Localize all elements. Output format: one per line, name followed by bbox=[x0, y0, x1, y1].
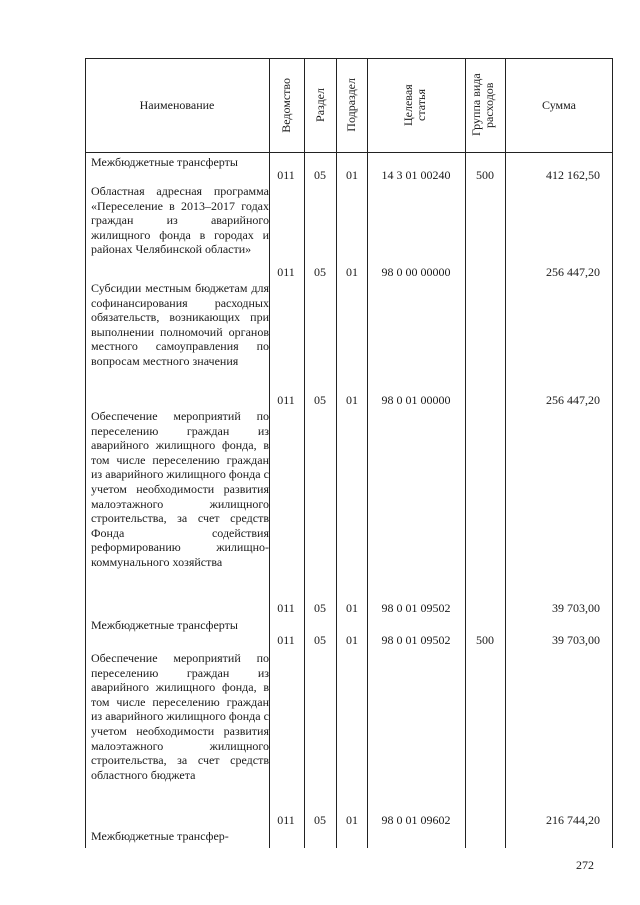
row-gruppa: 500 bbox=[476, 633, 494, 647]
header-podrazdel bbox=[336, 58, 367, 152]
row-vedomstvo: 011 bbox=[277, 393, 295, 407]
row-vedomstvo: 011 bbox=[277, 168, 295, 182]
header-bottom-border bbox=[85, 152, 613, 153]
row-razdel: 05 bbox=[314, 168, 326, 182]
row-vedomstvo: 011 bbox=[277, 265, 295, 279]
row-podrazdel: 01 bbox=[346, 633, 358, 647]
row-name: Межбюджетные трансфер- bbox=[91, 829, 229, 843]
row-razdel: 05 bbox=[314, 265, 326, 279]
page-number: 272 bbox=[576, 858, 594, 872]
header-razdel bbox=[304, 58, 336, 152]
row-podrazdel: 01 bbox=[346, 601, 358, 615]
header-summa-label: Сумма bbox=[542, 97, 576, 112]
row-summa: 256 447,20 bbox=[546, 265, 600, 279]
header-name bbox=[85, 58, 269, 152]
row-celevaya: 98 0 01 00000 bbox=[381, 393, 451, 407]
row-celevaya: 98 0 00 00000 bbox=[381, 265, 451, 279]
row-name: Обеспечение мероприятий по переселению граждан из аварийного жилищного фонда, в том числе переселению граждан из аварийного жилищного фонда с учетом необходимости развития малоэтажного жилищного строительства, за счет средств Фонда содействия реформированию жилищно-коммунального хозяйства bbox=[91, 409, 269, 569]
header-celevaya-label: Целевая статья bbox=[401, 84, 428, 126]
header-vedomstvo-label: Ведомство bbox=[279, 77, 293, 133]
row-summa: 256 447,20 bbox=[546, 393, 600, 407]
table-right-border bbox=[612, 58, 613, 848]
row-podrazdel: 01 bbox=[346, 393, 358, 407]
header-podrazdel-label: Подраздел bbox=[344, 78, 358, 132]
header-celevaya bbox=[367, 58, 465, 152]
row-podrazdel: 01 bbox=[346, 168, 358, 182]
row-podrazdel: 01 bbox=[346, 265, 358, 279]
budget-table bbox=[85, 58, 613, 848]
row-vedomstvo: 011 bbox=[277, 633, 295, 647]
row-gruppa: 500 bbox=[476, 168, 494, 182]
row-celevaya: 98 0 01 09502 bbox=[381, 633, 451, 647]
row-summa: 412 162,50 bbox=[546, 168, 600, 182]
row-name: Субсидии местным бюджетам для софинансирования расходных обязательств, возникающих при выполнении полномочий органов местного самоуправления по вопросам местного значения bbox=[91, 281, 269, 368]
row-razdel: 05 bbox=[314, 393, 326, 407]
row-name: Областная адресная программа «Переселение в 2013–2017 годах граждан из аварийного жилищного фонда в городах и районах Челябинской области» bbox=[91, 184, 269, 257]
row-podrazdel: 01 bbox=[346, 813, 358, 827]
row-summa: 39 703,00 bbox=[552, 601, 600, 615]
table-left-border bbox=[85, 58, 86, 848]
row-name: Межбюджетные трансферты bbox=[91, 618, 238, 632]
header-summa bbox=[505, 58, 613, 152]
header-vedomstvo bbox=[269, 58, 304, 152]
row-razdel: 05 bbox=[314, 633, 326, 647]
row-celevaya: 98 0 01 09602 bbox=[381, 813, 451, 827]
row-razdel: 05 bbox=[314, 601, 326, 615]
row-summa: 39 703,00 bbox=[552, 633, 600, 647]
row-celevaya: 98 0 01 09502 bbox=[381, 601, 451, 615]
row-name: Межбюджетные трансферты bbox=[91, 155, 238, 169]
header-gruppa-label: Группа вида расходов bbox=[469, 73, 496, 137]
row-vedomstvo: 011 bbox=[277, 813, 295, 827]
header-razdel-label: Раздел bbox=[312, 88, 327, 122]
row-name: Обеспечение мероприятий по переселению граждан из аварийного жилищного фонда, в том числе переселению граждан из аварийного жилищного фонда с учетом необходимости развития малоэтажного жилищного строительства, за счет средств областного бюджета bbox=[91, 651, 269, 782]
header-name-label: Наименование bbox=[139, 97, 215, 112]
row-celevaya: 14 3 01 00240 bbox=[381, 168, 451, 182]
row-vedomstvo: 011 bbox=[277, 601, 295, 615]
header-gruppa bbox=[465, 58, 505, 152]
row-summa: 216 744,20 bbox=[546, 813, 600, 827]
row-razdel: 05 bbox=[314, 813, 326, 827]
